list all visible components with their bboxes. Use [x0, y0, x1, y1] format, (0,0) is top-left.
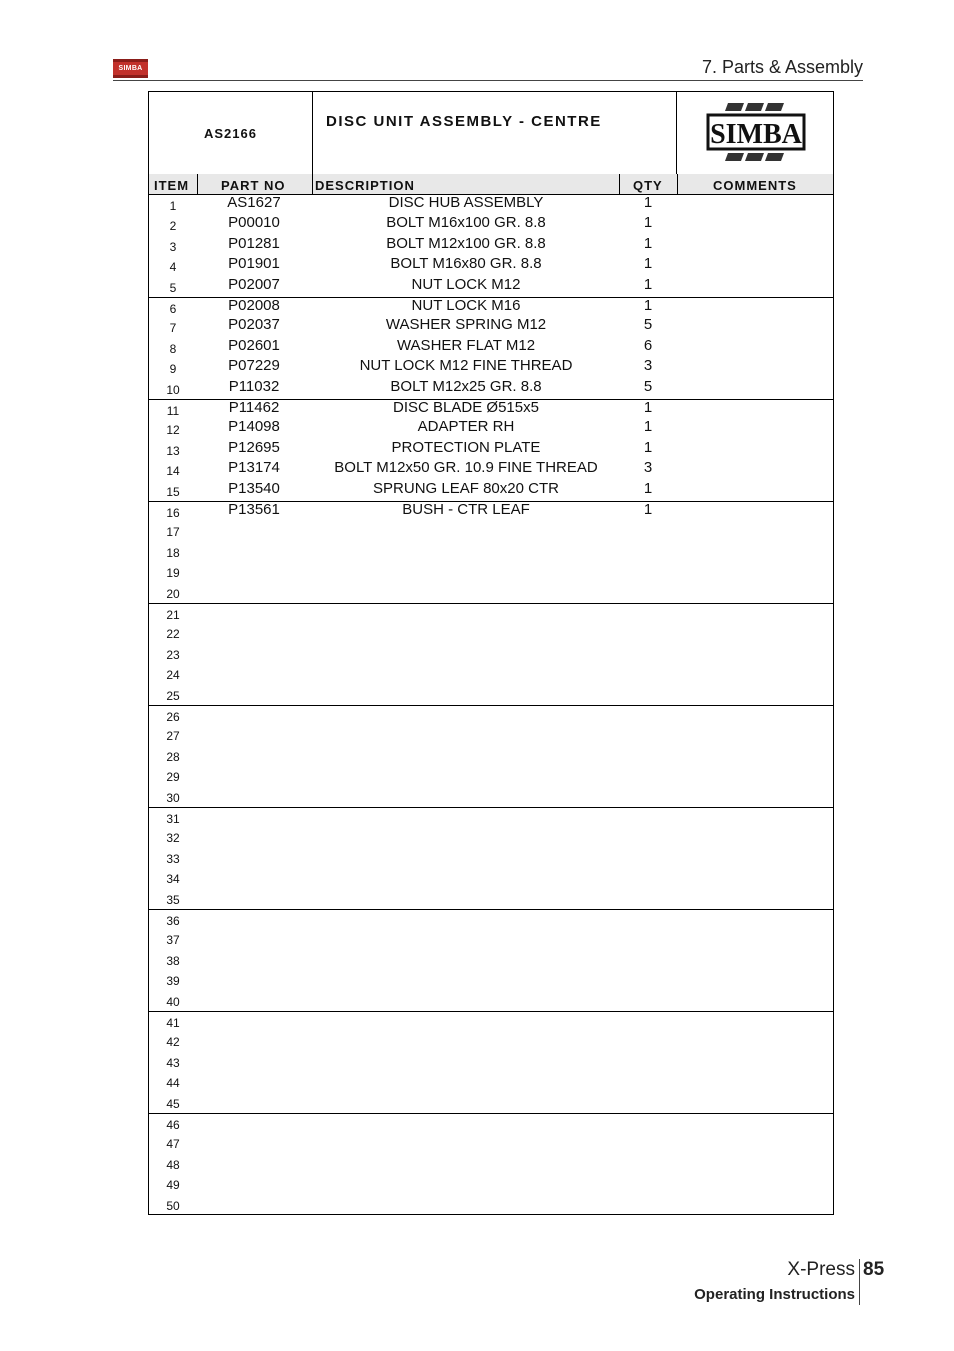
- item-number: 24: [166, 668, 180, 683]
- item-number: 33: [166, 851, 180, 866]
- table-row: [149, 1174, 833, 1194]
- part-quantity: 3: [643, 459, 653, 477]
- table-row: [149, 623, 833, 643]
- part-quantity: 1: [643, 255, 653, 273]
- part-quantity: 1: [643, 479, 653, 497]
- item-number: 21: [166, 608, 180, 622]
- item-number: 20: [166, 586, 180, 601]
- title-block: [149, 92, 833, 175]
- table-row: [149, 725, 833, 745]
- item-number: 38: [166, 953, 180, 968]
- part-quantity: 1: [643, 275, 653, 293]
- item-number: 29: [166, 770, 180, 785]
- part-description: WASHER FLAT M12: [396, 336, 536, 354]
- part-number: AS1627: [227, 194, 281, 211]
- item-number: 1: [169, 199, 177, 213]
- item-number: 35: [166, 892, 180, 907]
- part-description: BOLT M16x80 GR. 8.8: [390, 255, 542, 273]
- part-description: BUSH - CTR LEAF: [402, 501, 530, 518]
- part-number: P02601: [228, 336, 280, 354]
- assembly-title: DISC UNIT ASSEMBLY - CENTRE: [313, 92, 677, 174]
- section-title: 7. Parts & Assembly: [701, 57, 863, 77]
- table-row: [149, 379, 833, 399]
- part-description: ADAPTER RH: [417, 418, 515, 436]
- col-part-no: PART NO: [221, 178, 286, 193]
- part-description: DISC HUB ASSEMBLY: [388, 194, 544, 211]
- table-row: [149, 868, 833, 888]
- assembly-code: AS2166: [149, 92, 313, 174]
- table-row: [149, 440, 833, 460]
- part-number: P12695: [228, 438, 280, 456]
- item-number: 46: [166, 1118, 180, 1132]
- table-row: [149, 481, 833, 501]
- parts-sheet: [148, 91, 834, 1215]
- table-row: [149, 583, 833, 603]
- col-item: ITEM: [154, 178, 190, 193]
- table-row: [149, 766, 833, 786]
- part-description: PROTECTION PLATE: [391, 438, 541, 456]
- part-number: P07229: [228, 357, 280, 375]
- item-number: 23: [166, 647, 180, 662]
- table-row: [149, 848, 833, 868]
- table-row: [149, 807, 833, 828]
- part-quantity: 1: [643, 194, 653, 211]
- col-comments: COMMENTS: [713, 178, 797, 193]
- item-number: 26: [166, 710, 180, 724]
- simba-logo: [678, 92, 833, 174]
- col-description: DESCRIPTION: [315, 178, 415, 193]
- table-row: [149, 685, 833, 705]
- part-number: P13561: [228, 501, 280, 518]
- part-number: P11462: [228, 399, 280, 416]
- item-number: 49: [166, 1178, 180, 1193]
- col-divider: [619, 174, 620, 194]
- item-number: 31: [166, 812, 180, 826]
- part-description: BOLT M16x100 GR. 8.8: [386, 214, 546, 232]
- table-row: [149, 542, 833, 562]
- part-description: BOLT M12x100 GR. 8.8: [386, 234, 546, 252]
- table-row: [149, 195, 833, 215]
- item-number: 17: [166, 525, 180, 540]
- table-row: [149, 399, 833, 420]
- table-row: [149, 1011, 833, 1032]
- table-row: [149, 1113, 833, 1134]
- item-number: 34: [166, 872, 180, 887]
- part-description: BOLT M12x25 GR. 8.8: [390, 377, 542, 395]
- table-row: [149, 521, 833, 541]
- part-quantity: 1: [643, 418, 653, 436]
- item-number: 19: [166, 566, 180, 581]
- table-row: [149, 929, 833, 949]
- part-number: P13540: [228, 479, 280, 497]
- part-quantity: 5: [643, 377, 653, 395]
- part-description: NUT LOCK M16: [411, 297, 521, 314]
- table-row: [149, 1154, 833, 1174]
- item-number: 50: [166, 1198, 180, 1213]
- item-number: 4: [169, 260, 177, 275]
- simba-logo-graphic: [706, 101, 806, 165]
- table-row: [149, 991, 833, 1011]
- table-row: [149, 889, 833, 909]
- part-quantity: 1: [643, 214, 653, 232]
- table-row: [149, 705, 833, 726]
- document-subtitle: Operating Instructions: [694, 1286, 855, 1303]
- table-row: [149, 256, 833, 276]
- item-number: 30: [166, 790, 180, 805]
- item-number: 37: [166, 933, 180, 948]
- item-number: 11: [166, 404, 180, 418]
- item-number: 14: [166, 464, 180, 479]
- table-row: [149, 909, 833, 930]
- part-quantity: 6: [643, 336, 653, 354]
- part-description: NUT LOCK M12 FINE THREAD: [359, 357, 573, 375]
- col-qty: QTY: [633, 178, 663, 193]
- item-number: 40: [166, 994, 180, 1009]
- column-header-row: [149, 174, 833, 195]
- table-row: [149, 338, 833, 358]
- item-number: 10: [166, 382, 180, 397]
- part-number: P13174: [228, 459, 280, 477]
- table-row: [149, 358, 833, 378]
- table-row: [149, 297, 833, 318]
- item-number: 22: [166, 627, 180, 642]
- table-row: [149, 970, 833, 990]
- item-number: 44: [166, 1076, 180, 1091]
- part-number: P01281: [228, 234, 280, 252]
- table-row: [149, 236, 833, 256]
- simba-logo-text: SIMBA: [709, 119, 802, 150]
- part-number: P00010: [228, 214, 280, 232]
- table-row: [149, 317, 833, 337]
- item-number: 42: [166, 1035, 180, 1050]
- table-row: [149, 501, 833, 522]
- part-number: P02037: [228, 316, 280, 334]
- part-number: P02008: [228, 297, 280, 314]
- table-row: [149, 1052, 833, 1072]
- table-row: [149, 1072, 833, 1092]
- part-description: NUT LOCK M12: [411, 275, 521, 293]
- col-divider: [677, 174, 678, 194]
- part-quantity: 1: [643, 501, 653, 518]
- item-number: 43: [166, 1055, 180, 1070]
- item-number: 12: [166, 423, 180, 438]
- item-number: 27: [166, 729, 180, 744]
- page-number: 85: [863, 1259, 885, 1280]
- item-number: 16: [166, 506, 180, 520]
- table-row: [149, 1195, 833, 1215]
- item-number: 5: [169, 280, 177, 295]
- table-row: [149, 827, 833, 847]
- part-number: P01901: [228, 255, 280, 273]
- part-description: BOLT M12x50 GR. 10.9 FINE THREAD: [334, 459, 598, 477]
- item-number: 25: [166, 688, 180, 703]
- product-name: X-Press: [787, 1259, 855, 1280]
- item-number: 47: [166, 1137, 180, 1152]
- part-number: P02007: [228, 275, 280, 293]
- part-quantity: 1: [643, 234, 653, 252]
- table-row: [149, 215, 833, 235]
- item-number: 36: [166, 914, 180, 928]
- part-number: P11032: [228, 377, 280, 395]
- header-rule: [113, 80, 863, 81]
- table-row: [149, 746, 833, 766]
- item-number: 28: [166, 749, 180, 764]
- part-quantity: 1: [643, 399, 653, 416]
- table-row: [149, 603, 833, 624]
- part-quantity: 3: [643, 357, 653, 375]
- part-quantity: 1: [643, 438, 653, 456]
- table-row: [149, 644, 833, 664]
- table-row: [149, 950, 833, 970]
- item-number: 6: [169, 302, 177, 316]
- item-number: 3: [169, 239, 177, 254]
- item-number: 48: [166, 1157, 180, 1172]
- table-row: [149, 460, 833, 480]
- table-row: [149, 277, 833, 297]
- part-description: WASHER SPRING M12: [385, 316, 547, 334]
- table-row: [149, 664, 833, 684]
- part-description: SPRUNG LEAF 80x20 CTR: [373, 479, 559, 497]
- item-number: 9: [169, 362, 177, 377]
- part-quantity: 5: [643, 316, 653, 334]
- part-number: P14098: [228, 418, 280, 436]
- col-divider: [197, 174, 198, 194]
- item-number: 39: [166, 974, 180, 989]
- footer-divider: [859, 1259, 860, 1305]
- table-row: [149, 1133, 833, 1153]
- table-row: [149, 562, 833, 582]
- table-row: [149, 1093, 833, 1113]
- item-number: 2: [169, 219, 177, 234]
- table-row: [149, 787, 833, 807]
- item-number: 32: [166, 831, 180, 846]
- item-number: 18: [166, 545, 180, 560]
- part-quantity: 1: [643, 297, 653, 314]
- item-number: 45: [166, 1096, 180, 1111]
- item-number: 15: [166, 484, 180, 499]
- item-number: 41: [166, 1016, 180, 1030]
- col-divider: [312, 174, 313, 194]
- item-number: 7: [169, 321, 177, 336]
- simba-small-logo: SIMBA: [113, 59, 148, 78]
- item-number: 13: [166, 443, 180, 458]
- table-row: [149, 419, 833, 439]
- part-description: DISC BLADE Ø515x5: [393, 399, 539, 416]
- item-number: 8: [169, 341, 177, 356]
- table-row: [149, 1031, 833, 1051]
